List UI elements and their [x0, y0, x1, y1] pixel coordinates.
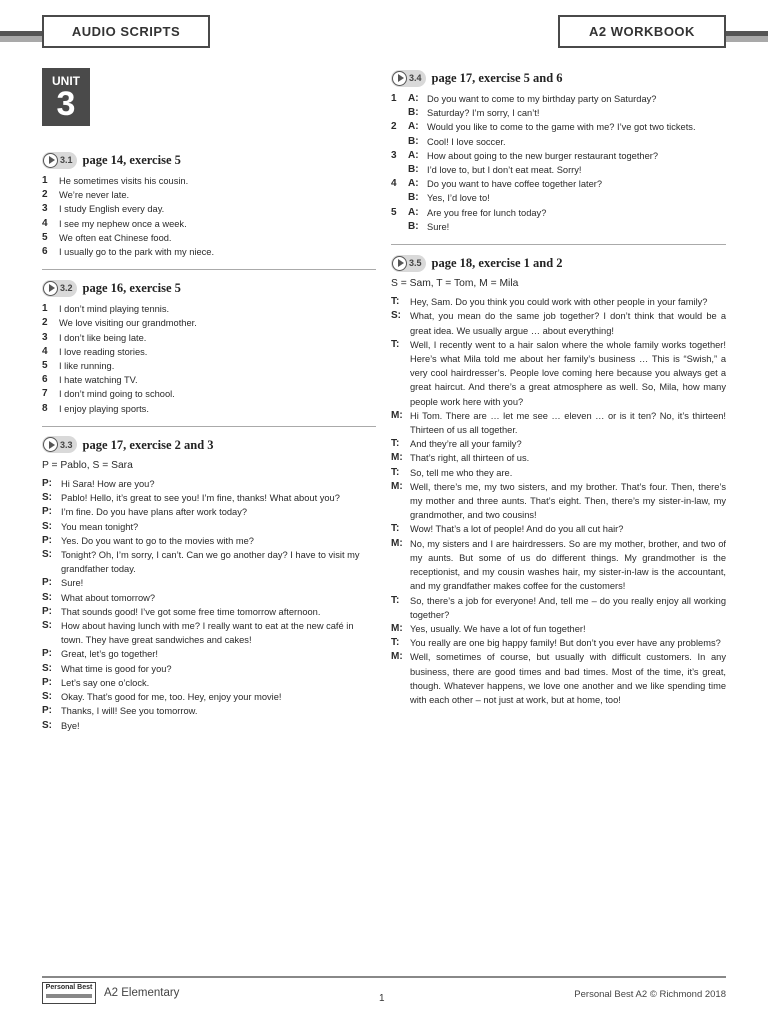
script-line — [391, 92, 726, 106]
line-text: Yes, I’d love to! — [427, 193, 490, 204]
script-line — [42, 316, 376, 330]
unit-label: UNIT — [52, 74, 80, 88]
speaker: P: — [42, 676, 52, 688]
line-text: Let’s say one o’clock. — [61, 677, 150, 688]
speaker: B: — [408, 164, 419, 176]
line-text: You really are one big happy family! But don’t you ever have any problems? — [410, 638, 721, 649]
personal-best-logo: Personal Best — [42, 982, 96, 1004]
script-line — [391, 437, 726, 451]
speaker: M: — [391, 409, 403, 421]
track-number: 3.4 — [409, 72, 422, 83]
line-number: 1 — [42, 175, 48, 186]
script-line — [391, 295, 726, 309]
script-line — [391, 309, 726, 337]
speaker: B: — [408, 192, 419, 204]
script-line — [391, 120, 726, 134]
line-text: We’re never late. — [59, 190, 130, 201]
script-line — [42, 647, 376, 661]
script-line — [391, 466, 726, 480]
line-text: Well, sometimes of course, but usually with difficult customers. In any business, there are good times and bad times. Most of the time, it’s great, though. Whatever happens, we love one another and we like spending time with each other – not just at work, but at home, too! — [410, 652, 726, 705]
script-line — [42, 605, 376, 619]
line-text: Would you like to come to the game with me? I’ve got two tickets. — [427, 122, 696, 133]
line-text: That sounds good! I’ve got some free time tomorrow afternoon. — [61, 606, 321, 617]
section-divider — [42, 426, 376, 427]
speaker: B: — [408, 107, 419, 119]
script-line — [391, 522, 726, 536]
section-divider — [42, 269, 376, 270]
footer-level: A2 Elementary — [104, 987, 180, 999]
script-line — [42, 534, 376, 548]
audio-section — [42, 150, 376, 259]
script-line — [42, 302, 376, 316]
line-text: Okay. That’s good for me, too. Hey, enjoy your movie! — [61, 692, 282, 703]
script-line — [42, 491, 376, 505]
line-number: 3 — [42, 203, 48, 215]
speaker: T: — [391, 523, 400, 535]
right-column — [391, 68, 726, 717]
line-text: How about having lunch with me? I really want to eat at the new café in town. They have great sandwiches and cakes! — [61, 621, 354, 646]
line-text: Sure! — [427, 221, 450, 232]
header-stripe-right — [724, 31, 768, 42]
line-text: I’d love to, but I don’t eat meat. Sorry! — [427, 165, 582, 176]
line-text: Well, there’s me, my two sisters, and my brother. That’s four. Then, there’s my mother and three aunts. That’s eight. Then, there’s my sister-in-law, my grandmother, and two cousins! — [410, 481, 726, 521]
speaker: P: — [42, 478, 52, 490]
unit-badge — [42, 68, 90, 126]
section-title: page 16, exercise 5 — [82, 281, 181, 296]
line-number — [391, 191, 408, 205]
speaker: P: — [42, 577, 52, 589]
speaker: T: — [391, 466, 400, 478]
play-icon — [392, 256, 407, 271]
play-icon — [43, 437, 58, 452]
section-title: page 17, exercise 5 and 6 — [431, 70, 563, 85]
audio-section — [391, 253, 726, 707]
script-line — [42, 505, 376, 519]
script-line — [391, 106, 726, 120]
line-text: That’s right, all thirteen of us. — [410, 453, 530, 464]
script-line — [391, 451, 726, 465]
line-text: What about tomorrow? — [61, 592, 156, 603]
script-line — [391, 636, 726, 650]
line-number: 5 — [391, 206, 397, 218]
script-line — [391, 480, 726, 523]
section-title: page 18, exercise 1 and 2 — [431, 255, 563, 270]
speaker: S: — [42, 549, 52, 561]
line-text: Yes, usually. We have a lot of fun together! — [410, 623, 586, 634]
line-text: He sometimes visits his cousin. — [59, 176, 189, 186]
line-text: Great, let’s go together! — [61, 649, 158, 660]
script-line — [42, 217, 376, 231]
speaker: P: — [42, 648, 52, 660]
script-line — [42, 402, 376, 416]
line-text: Pablo! Hello, it’s great to see you! I’m fine, thanks! What about you? — [61, 493, 340, 504]
play-icon — [43, 281, 58, 296]
speaker: M: — [391, 537, 403, 549]
script-line — [42, 188, 376, 202]
section-heading — [42, 435, 376, 455]
speaker: T: — [391, 637, 400, 649]
speaker: M: — [391, 651, 403, 663]
track-badge — [42, 152, 77, 169]
script-line — [42, 331, 376, 345]
script-line — [391, 537, 726, 594]
header-audio-scripts: AUDIO SCRIPTS — [42, 15, 210, 48]
page-number: 1 — [379, 993, 385, 1004]
line-number: 6 — [42, 246, 48, 258]
line-number: 3 — [391, 149, 397, 161]
script-line — [391, 135, 726, 149]
script-line — [391, 191, 726, 205]
line-number: 5 — [42, 231, 48, 243]
speaker: A: — [408, 121, 419, 133]
track-number: 3.3 — [60, 439, 73, 450]
speaker: S: — [42, 719, 52, 731]
line-number: 8 — [42, 402, 48, 414]
script-line — [391, 650, 726, 707]
speaker: S: — [42, 691, 52, 703]
line-number: 4 — [42, 345, 48, 357]
footer-copyright: Personal Best A2 © Richmond 2018 — [574, 989, 726, 1000]
line-text: Are you free for lunch today? — [427, 207, 547, 218]
unit-number: 3 — [56, 85, 76, 123]
script-line — [391, 149, 726, 163]
line-text: Do you want to have coffee together later? — [427, 179, 603, 190]
line-text: Well, I recently went to a hair salon where the whole family works together! Here’s what Mila told me about her family’s business … This is “Swish,” a very cool hairdresser’s. People love coming here because you always get a great haircut. And there’s a great atmosphere as well. So, Mila, how many people work here with you? — [410, 339, 726, 407]
play-icon — [43, 153, 58, 168]
speaker: S: — [42, 492, 52, 504]
line-text: I don’t like being late. — [59, 332, 147, 343]
line-number: 3 — [42, 331, 48, 343]
speaker: A: — [408, 93, 419, 104]
line-number: 2 — [391, 121, 397, 133]
speaker: T: — [391, 438, 400, 450]
line-number — [391, 220, 408, 234]
line-number — [391, 135, 408, 149]
line-text: I see my nephew once a week. — [59, 218, 187, 229]
section-divider — [391, 244, 726, 245]
track-number: 3.2 — [60, 283, 73, 294]
script-line — [391, 409, 726, 437]
line-text: You mean tonight? — [61, 521, 139, 532]
script-line — [42, 387, 376, 401]
script-line — [391, 594, 726, 622]
script-line — [42, 548, 376, 576]
script-line — [391, 220, 726, 234]
line-text: We love visiting our grandmother. — [59, 318, 197, 329]
speaker: S: — [42, 520, 52, 532]
line-text: I like running. — [59, 361, 115, 372]
script-line — [42, 231, 376, 245]
section-heading — [391, 253, 726, 273]
left-column — [42, 150, 376, 743]
speaker: B: — [408, 220, 419, 232]
line-text: Wow! That’s a lot of people! And do you all cut hair? — [410, 524, 624, 535]
line-number — [391, 106, 408, 120]
line-text: I’m fine. Do you have plans after work today? — [61, 507, 248, 518]
script-line — [391, 338, 726, 409]
play-icon — [392, 71, 407, 86]
script-line — [42, 202, 376, 216]
line-text: I enjoy playing sports. — [59, 403, 149, 414]
line-text: I love reading stories. — [59, 346, 148, 357]
line-text: I don’t mind playing tennis. — [59, 304, 170, 315]
script-line — [42, 520, 376, 534]
line-text: Hi Sara! How are you? — [61, 479, 155, 490]
line-text: I don’t mind going to school. — [59, 389, 175, 400]
speaker: A: — [408, 206, 419, 218]
track-badge — [391, 255, 426, 272]
line-text: So, there’s a job for everyone! And, tell me – do you really enjoy all working together? — [410, 595, 726, 620]
speaker: T: — [391, 296, 400, 308]
script-line — [42, 576, 376, 590]
line-text: No, my sisters and I are hairdressers. So are my mother, brother, and two of my aunts. But some of us do different things. My grandmother is the receptionist, and my cousin washes hair, my sister-in-law is the accountant, and my grandfather makes coffee for the customers! — [410, 538, 726, 592]
speaker: M: — [391, 622, 403, 634]
line-text: We often eat Chinese food. — [59, 232, 172, 243]
script-line — [42, 373, 376, 387]
track-number: 3.5 — [409, 257, 422, 268]
line-number: 4 — [391, 178, 397, 190]
speaker: P: — [42, 605, 52, 617]
line-text: Yes. Do you want to go to the movies with me? — [61, 535, 254, 546]
line-text: Do you want to come to my birthday party on Saturday? — [427, 94, 657, 104]
line-text: Cool! I love soccer. — [427, 136, 506, 147]
speaker: S: — [42, 620, 52, 632]
line-number: 4 — [42, 217, 48, 229]
speaker: P: — [42, 534, 52, 546]
script-line — [42, 245, 376, 259]
speaker: P: — [42, 506, 52, 518]
line-text: I study English every day. — [59, 204, 165, 215]
line-number: 5 — [42, 360, 48, 372]
track-number: 3.1 — [60, 154, 73, 165]
script-line — [391, 206, 726, 220]
script-line — [391, 163, 726, 177]
script-line — [391, 177, 726, 191]
speaker: T: — [391, 338, 400, 350]
speaker-key: P = Pablo, S = Sara — [42, 459, 133, 471]
script-line — [42, 704, 376, 718]
line-text: And they’re all your family? — [410, 439, 522, 450]
header-workbook: A2 WORKBOOK — [558, 15, 726, 48]
speaker: T: — [391, 594, 400, 606]
track-badge — [42, 436, 77, 453]
line-text: Thanks, I will! See you tomorrow. — [61, 706, 198, 717]
script-line — [42, 690, 376, 704]
line-text: Hey, Sam. Do you think you could work with other people in your family? — [410, 297, 708, 308]
line-text: Tonight? Oh, I’m sorry, I can’t. Can we go another day? I have to visit my grandfather today. — [61, 550, 360, 575]
speaker: S: — [391, 310, 401, 322]
script-line — [42, 719, 376, 733]
line-number — [391, 163, 408, 177]
audio-section — [42, 278, 376, 416]
speaker: A: — [408, 178, 419, 190]
footer-rule — [42, 976, 726, 978]
speaker: B: — [408, 135, 419, 147]
line-number: 2 — [42, 317, 48, 329]
line-text: How about going to the new burger restaurant together? — [427, 150, 659, 161]
line-text: I hate watching TV. — [59, 375, 138, 386]
speaker-key: S = Sam, T = Tom, M = Mila — [391, 278, 519, 290]
script-line — [42, 359, 376, 373]
speaker: M: — [391, 480, 403, 492]
speaker: P: — [42, 705, 52, 717]
audio-section — [42, 435, 376, 733]
line-number: 1 — [391, 93, 397, 104]
line-text: Sure! — [61, 578, 84, 589]
track-badge — [391, 70, 426, 87]
script-line — [42, 676, 376, 690]
script-line — [42, 619, 376, 647]
line-text: So, tell me who they are. — [410, 467, 513, 478]
section-title: page 17, exercise 2 and 3 — [82, 437, 214, 452]
section-heading — [42, 150, 376, 170]
line-text: What time is good for you? — [61, 663, 172, 674]
audio-section — [391, 68, 726, 234]
speaker: S: — [42, 662, 52, 674]
script-line — [42, 662, 376, 676]
line-text: I usually go to the park with my niece. — [59, 247, 215, 258]
section-heading — [391, 68, 726, 88]
line-text: What, you mean do the same job together? I don’t think that would be a great idea. We usually argue … about everything! — [410, 311, 726, 336]
line-number: 7 — [42, 388, 48, 400]
line-number: 6 — [42, 374, 48, 386]
section-title: page 14, exercise 5 — [82, 152, 181, 167]
speaker: A: — [408, 149, 419, 161]
script-line — [42, 591, 376, 605]
script-line — [42, 477, 376, 491]
line-text: Saturday? I’m sorry, I can’t! — [427, 108, 540, 119]
script-line — [391, 622, 726, 636]
section-heading — [42, 278, 376, 298]
track-badge — [42, 280, 77, 297]
header-stripe-left — [0, 31, 44, 42]
speaker: S: — [42, 591, 52, 603]
line-text: Bye! — [61, 720, 80, 731]
line-number: 2 — [42, 189, 48, 201]
script-line — [42, 174, 376, 188]
line-number: 1 — [42, 303, 48, 315]
line-text: Hi Tom. There are … let me see … eleven … or is it ten? No, it’s thirteen! Thirteen of us all together. — [410, 410, 726, 436]
script-line — [42, 345, 376, 359]
speaker: M: — [391, 452, 403, 464]
